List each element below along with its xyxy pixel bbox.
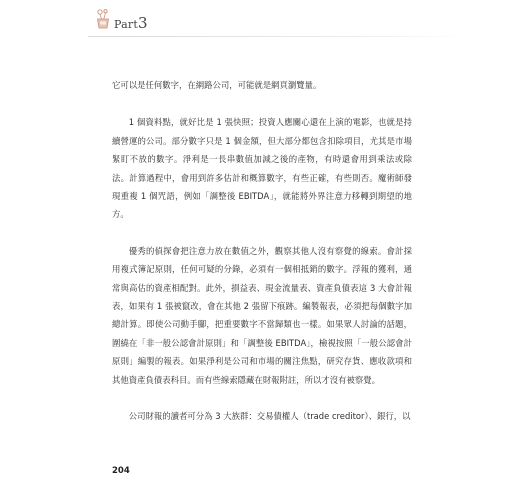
flower-pot-icon — [95, 8, 111, 30]
paragraph: 它可以是任何數字，在網路公司，可能就是網頁瀏覽量。 — [112, 80, 322, 90]
part-label — [114, 14, 148, 32]
page-number: 204 — [112, 466, 130, 476]
part-word: Part — [114, 18, 138, 31]
part-number: 3 — [137, 14, 148, 32]
paragraph: 1 個資料點，就好比是 1 張快照；投資人應關心還在上演的電影，也就是持續營運的公司。部分數字只是 1 個金額，但大部分都包含扣除項目，尤其是市場緊盯不放的數字。淨利是一長串數值加減之後的產物，有時還會用到乘法或除法。計算過程中，會用到許多估計和概算數字，有些正確，有些則否。魔術師發現重複 1 個咒語，例如「調整後 EBITDA」，就能將外界注意力移轉到期望的地方。 — [112, 117, 412, 220]
paragraph: 優秀的偵探會把注意力放在數值之外，觀察其他人沒有察覺的線索。會計採用複式簿記原則，任何可疑的分錄，必須有一個相抵銷的數字。浮報的獲利，通常與高估的資產相配對。此外，損益表、現金流量表、資產負債表這 3 大會計報表，如果有 1 張被竄改，會在其他 2 張留下痕跡。編製報表，必須把每個數字加總計算。即使公司動手腳，把重要數字不當歸類也一樣。如果眾人討論的話題，圍繞在「非一般公認會計原則」和「調整後 EBITDA」，檢視按照「一般公認會計原則」編製的報表。如果淨利是公司和市場的關注焦點，研究存貨、應收款項和其他資產負債表科目。而有些線索隱藏在財報附註，所以才沒有被察覺。 — [112, 245, 412, 385]
page-header — [0, 0, 520, 40]
header-divider — [88, 36, 468, 37]
paragraph: 公司財報的讀者可分為 3 大族群：交易債權人（trade creditor）、銀行，以 — [128, 411, 411, 422]
body-text — [112, 76, 412, 444]
